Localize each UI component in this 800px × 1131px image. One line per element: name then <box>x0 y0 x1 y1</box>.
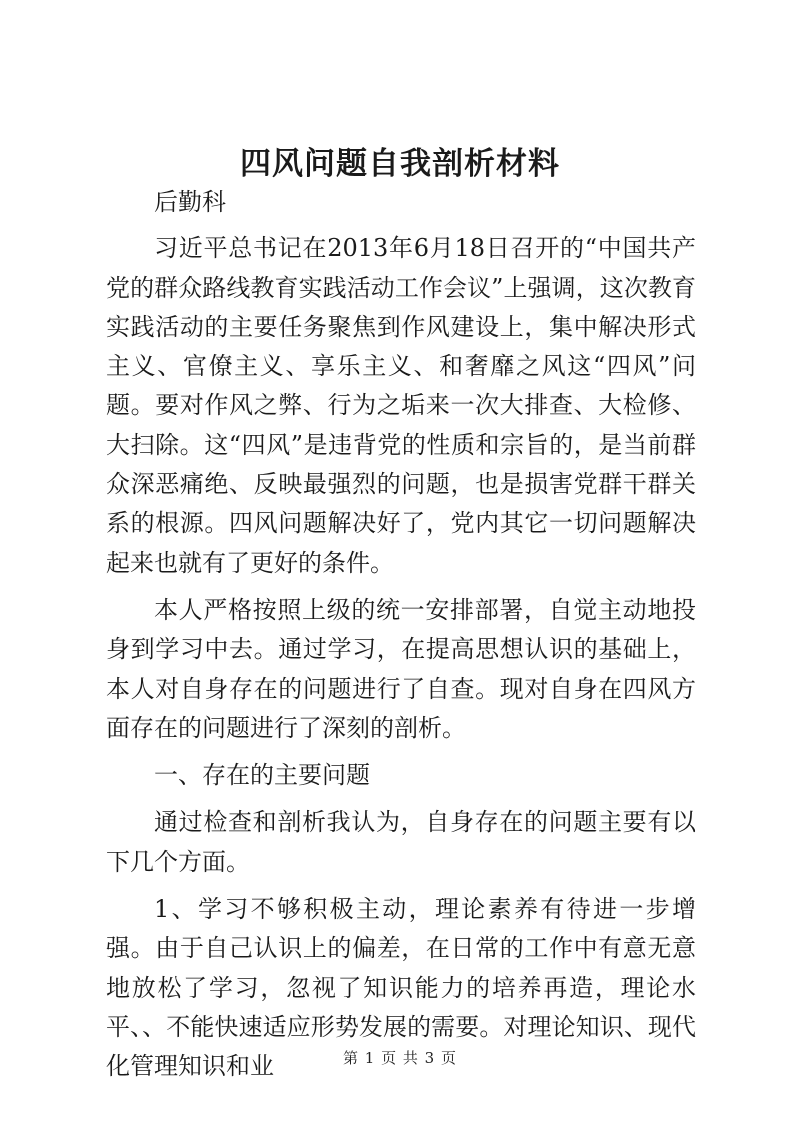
paragraph-self-check: 本人严格按照上级的统一安排部署，自觉主动地投身到学习中去。通过学习，在提高思想认识的基础上，本人对自身存在的问题进行了自查。现对自身在四风方面存在的问题进行了深刻的剖析。 <box>106 595 696 742</box>
paragraph-intro: 习近平总书记在2013年6月18日召开的“中国共产党的群众路线教育实践活动工作会议”上强调，这次教育实践活动的主要任务聚焦到作风建设上，集中解决形式主义、官僚主义、享乐主义、和奢靡之风这“四风”问题。要对作风之弊、行为之垢来一次大排查、大检修、大扫除。这“四风”是违背党的性质和宗旨的，是当前群众深恶痛绝、反映最强烈的问题，也是损害党群干群关系的根源。四风问题解决好了，党内其它一切问题解决起来也就有了更好的条件。 <box>106 234 696 577</box>
document-title: 四风问题自我剖析材料 <box>240 146 560 182</box>
section-heading-main-problems: 一、存在的主要问题 <box>154 761 370 790</box>
department-name: 后勤科 <box>154 188 226 216</box>
paragraph-problem-1: 1、学习不够积极主动，理论素养有待进一步增强。由于自己认识上的偏差，在日常的工作中有意无意地放松了学习，忽视了知识能力的培养再造，理论水平、、不能快速适应形势发展的需要。对理论知识、现代化管理知识和业 <box>106 895 696 1081</box>
paragraph-problem-summary: 通过检查和剖析我认为，自身存在的问题主要有以下几个方面。 <box>106 808 696 876</box>
page-footer: 第 1 页 共 3 页 <box>343 1049 457 1067</box>
document-body <box>106 183 696 1095</box>
